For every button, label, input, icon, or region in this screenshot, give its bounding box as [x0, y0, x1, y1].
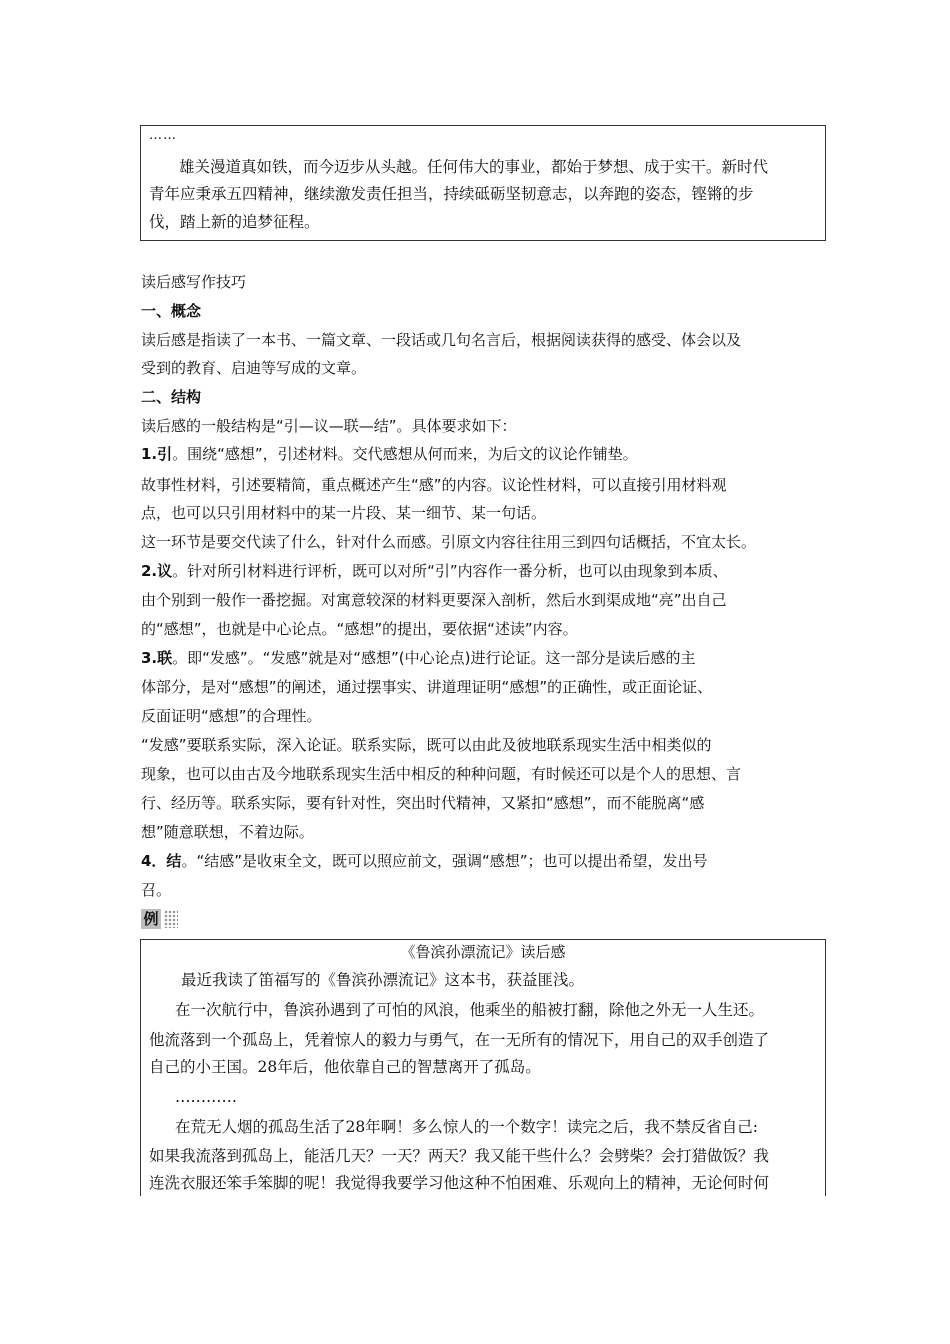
concept-heading: 一、概念 — [141, 302, 202, 320]
section-title: 读后感写作技巧 — [141, 273, 247, 291]
quote-line: 伐，踏上新的追梦征程。 — [149, 213, 320, 231]
example-line: 如果我流落到孤岛上，能活几天？一天？两天？我又能干些什么？会劈柴？会打猎做饭？我 — [149, 1147, 770, 1165]
paragraph-line: 故事性材料，引述要精简，重点概述产生“感”的内容。议论性材料，可以直接引用材料观 — [141, 476, 727, 494]
example-line: 连洗衣服还笨手笨脚的呢！我觉得我要学习他这种不怕困难、乐观向上的精神，无论何时何 — [149, 1174, 770, 1192]
paragraph-line: 的“感想”，也就是中心论点。“感想”的提出，要依据“述读”内容。 — [141, 620, 578, 638]
quote-line: 雄关漫道真如铁，而今迈步从头越。任何伟大的事业，都始于梦想、成于实干。新时代 — [179, 158, 769, 176]
paragraph-line: 由个别到一般作一番挖掘。对寓意较深的材料更要深入剖析，然后水到渠成地“亮”出自己 — [141, 591, 727, 609]
paragraph-line: 召。 — [141, 881, 172, 899]
lian-line — [141, 648, 695, 668]
example-line: 在荒无人烟的孤岛生活了28年啊！多么惊人的一个数字！读完之后，我不禁反省自己: — [175, 1118, 758, 1136]
paragraph-line: 反面证明“感想”的合理性。 — [141, 707, 322, 725]
ellipsis: …… — [149, 128, 177, 143]
example-line: 他流落到一个孤岛上，凭着惊人的毅力与勇气，在一无所有的情况下，用自己的双手创造了 — [149, 1031, 770, 1049]
quote-line: 青年应秉承五四精神，继续激发责任担当，持续砥砺坚韧意志，以奔跑的姿态，铿锵的步 — [149, 185, 754, 203]
example-box — [140, 939, 826, 1196]
paragraph-line: 体部分，是对“感想”的阐述，通过摆事实、讲道理证明“感想”的正确性，或正面论证、 — [141, 678, 713, 696]
yin-text: 。围绕“感想”，引述材料。交代感想从何而来，为后文的议论作铺垫。 — [172, 445, 638, 463]
example-line: 在一次航行中，鲁滨孙遇到了可怕的风浪，他乘坐的船被打翻，除他之外无一人生还。 — [175, 1001, 765, 1019]
dots-decoration-icon — [164, 910, 178, 928]
example-label: 例 — [141, 909, 161, 929]
paragraph-line: 行、经历等。联系实际，要有针对性，突出时代精神，又紧扣“感想”，而不能脱离“感 — [141, 794, 705, 812]
paragraph-line: 这一环节是要交代读了什么，针对什么而感。引原文内容往往用三到四句话概括，不宜太长。 — [141, 533, 757, 551]
lian-text: 。即“发感”。“发感”就是对“感想”(中心论点)进行论证。这一部分是读后感的主 — [172, 649, 696, 667]
yi-line — [141, 561, 728, 581]
quote-box — [140, 125, 826, 241]
paragraph-line: 想”随意联想，不着边际。 — [141, 823, 314, 841]
paragraph-line: 点，也可以只引用材料中的某一片段、某一细节、某一句话。 — [141, 504, 547, 522]
paragraph-line: “发感”要联系实际，深入论证。联系实际，既可以由此及彼地联系现实生活中相类似的 — [141, 736, 712, 754]
jie-label: 4．结 — [141, 852, 182, 870]
paragraph-line: 读后感的一般结构是“引—议—联—结”。具体要求如下： — [141, 417, 517, 435]
lian-label: 3.联 — [141, 649, 173, 667]
example-title: 《鲁滨孙漂流记》读后感 — [400, 943, 566, 961]
paragraph-line: 受到的教育、启迪等写成的文章。 — [141, 359, 367, 377]
yin-line — [141, 444, 638, 464]
structure-heading: 二、结构 — [141, 388, 202, 406]
example-ellipsis: ………… — [175, 1088, 237, 1106]
yin-label: 1.引 — [141, 445, 173, 463]
jie-text: 。“结感”是收束全文，既可以照应前文，强调“感想”；也可以提出希望，发出号 — [181, 852, 708, 870]
yi-label: 2.议 — [141, 562, 173, 580]
example-line: 自己的小王国。28年后，他依靠自己的智慧离开了孤岛。 — [149, 1058, 541, 1076]
jie-line — [141, 851, 708, 871]
yi-text: 。针对所引材料进行评析，既可以对所“引”内容作一番分析，也可以由现象到本质、 — [172, 562, 728, 580]
paragraph-line: 读后感是指读了一本书、一篇文章、一段话或几句名言后，根据阅读获得的感受、体会以及 — [141, 331, 742, 349]
paragraph-line: 现象，也可以由古及今地联系现实生活中相反的种种问题，有时候还可以是个人的思想、言 — [141, 765, 742, 783]
example-line: 最近我读了笛福写的《鲁滨孙漂流记》这本书，获益匪浅。 — [181, 971, 585, 989]
